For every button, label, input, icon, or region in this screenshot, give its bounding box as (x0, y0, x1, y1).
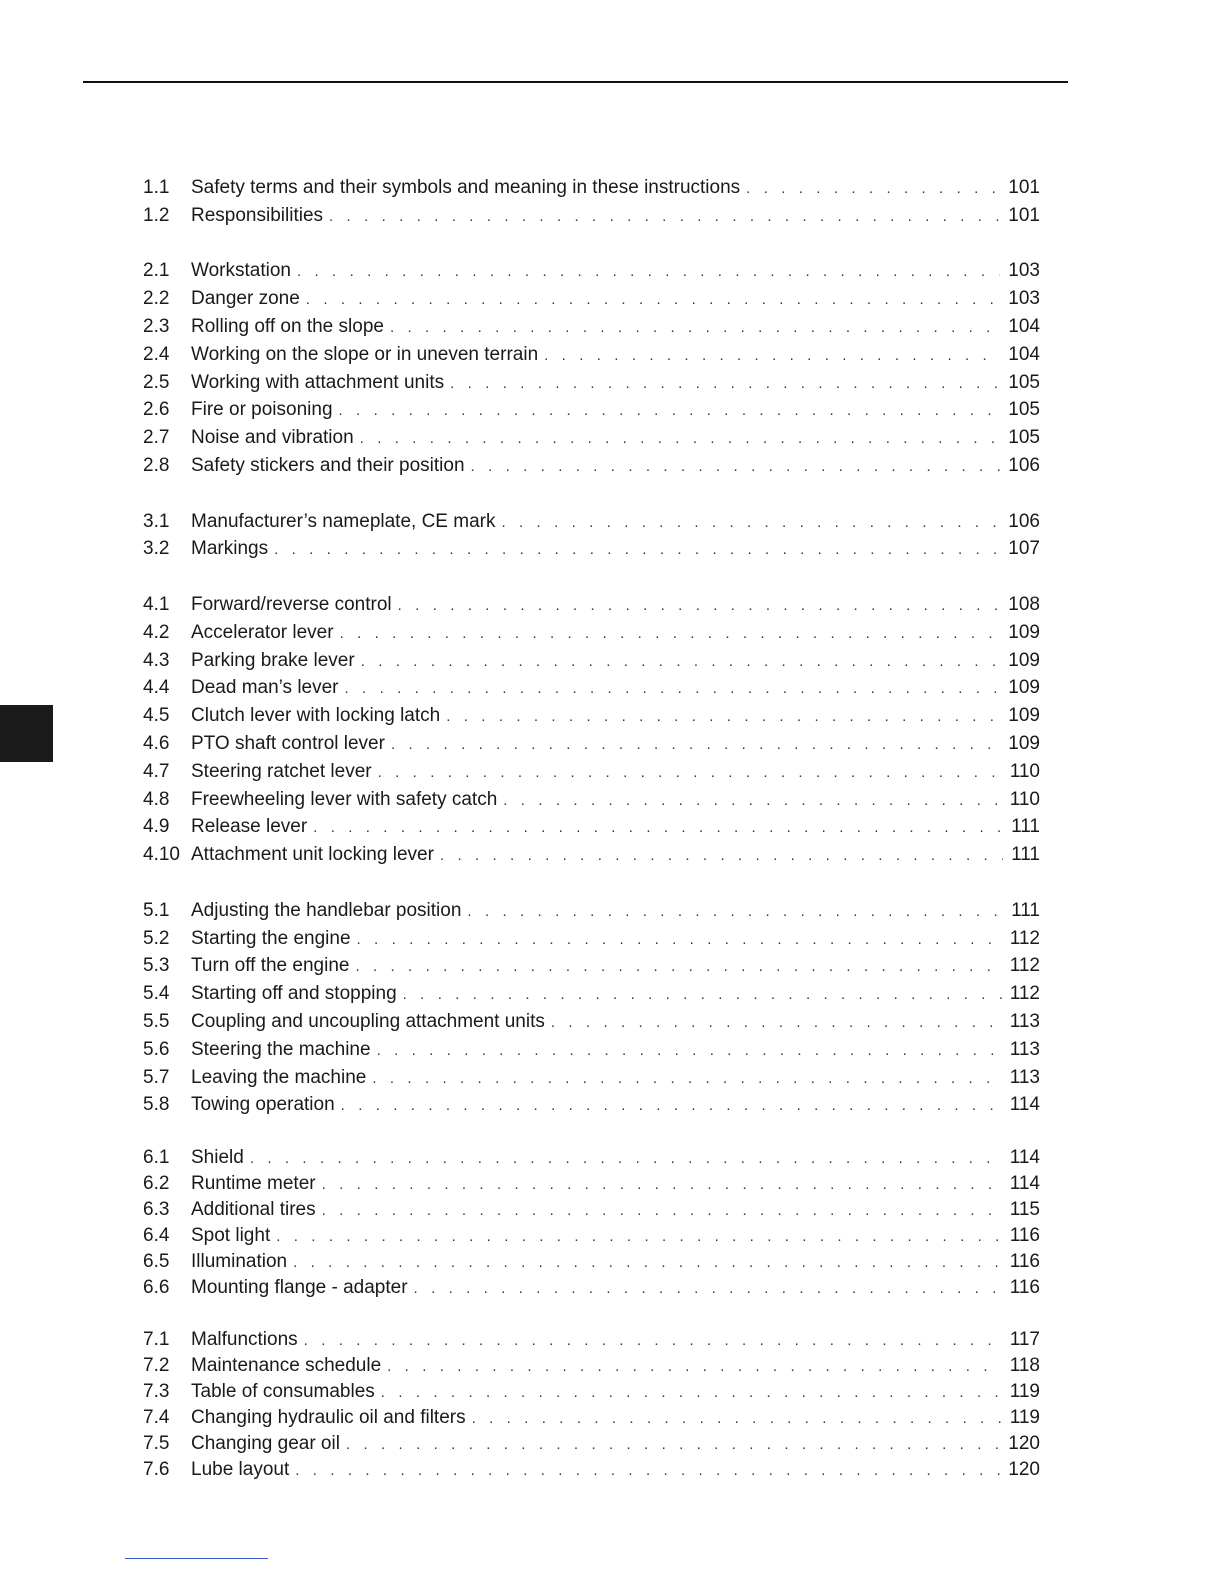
toc-entry-page: 110 (1009, 788, 1040, 810)
toc-entry-page: 108 (1008, 593, 1040, 615)
toc-entry[interactable] (143, 1405, 1040, 1431)
toc-entry-title: Safety terms and their symbols and meaning in these instructions (191, 177, 741, 198)
toc-entry-number: 2.4 (143, 343, 170, 365)
toc-dot-leader (293, 1250, 1002, 1276)
toc-entry-number: 4.10 (143, 844, 180, 866)
toc-entry-title: Illumination (191, 1251, 288, 1273)
toc-entry[interactable] (143, 980, 1040, 1008)
toc-entry-number: 6.3 (143, 1199, 170, 1221)
toc-dot-leader (355, 953, 1001, 981)
toc-entry-title: Malfunctions (191, 1329, 298, 1351)
toc-entry[interactable] (143, 1431, 1040, 1457)
toc-entry-number: 4.9 (143, 816, 170, 838)
toc-entry-title: Parking brake lever (191, 649, 355, 671)
toc-dot-leader (306, 286, 1001, 314)
toc-entry[interactable] (143, 674, 1040, 702)
toc-entry[interactable] (143, 786, 1040, 814)
toc-dot-leader (346, 1432, 1000, 1458)
toc-entry-page: 112 (1009, 927, 1040, 949)
toc-dot-leader (372, 1065, 1001, 1093)
toc-entry-number: 4.7 (143, 760, 170, 782)
toc-dot-leader (544, 342, 1000, 370)
toc-section (143, 1327, 1040, 1483)
toc-entry[interactable] (143, 1379, 1040, 1405)
toc-entry-title: Noise and vibration (191, 427, 354, 449)
toc-entry-page: 120 (1008, 1459, 1040, 1481)
toc-entry[interactable] (143, 535, 1040, 563)
toc-dot-leader (322, 1198, 1002, 1224)
toc-entry[interactable] (143, 758, 1040, 786)
toc-dot-leader (340, 620, 1001, 648)
toc-entry-page: 113 (1009, 1038, 1040, 1060)
toc-entry-number: 1.2 (143, 204, 170, 226)
toc-entry-number: 7.1 (143, 1329, 170, 1351)
chapter-tab-marker (0, 705, 53, 762)
toc-dot-leader (341, 1092, 1002, 1120)
toc-entry[interactable] (143, 591, 1040, 619)
toc-entry[interactable] (143, 1197, 1040, 1223)
toc-entry-title: Towing operation (191, 1094, 335, 1116)
toc-entry-number: 2.8 (143, 454, 170, 476)
toc-entry-title: Additional tires (191, 1199, 316, 1221)
toc-entry-page: 117 (1009, 1329, 1040, 1351)
toc-section (143, 257, 1040, 479)
toc-entry-title: Lube layout (191, 1459, 290, 1481)
toc-dot-leader (414, 1276, 1002, 1302)
toc-entry-title: Fire or poisoning (191, 399, 333, 421)
toc-entry-title: Steering ratchet lever (191, 760, 372, 782)
toc-entry-page: 116 (1009, 1225, 1040, 1247)
toc-entry-page: 120 (1008, 1433, 1040, 1455)
table-of-contents (143, 174, 1040, 1483)
toc-dot-leader (361, 648, 1001, 676)
toc-entry[interactable] (143, 452, 1040, 480)
toc-entry-number: 5.2 (143, 927, 170, 949)
toc-entry-title: Danger zone (191, 288, 300, 310)
toc-entry[interactable] (143, 1091, 1040, 1119)
toc-entry-title: Shield (191, 1147, 244, 1169)
toc-entry-number: 4.1 (143, 593, 170, 615)
toc-entry[interactable] (143, 202, 1040, 230)
toc-dot-leader (345, 675, 1001, 703)
toc-dot-leader (446, 703, 1000, 731)
toc-dot-leader (440, 842, 1003, 870)
toc-entry-page: 104 (1008, 315, 1040, 337)
toc-entry-number: 5.6 (143, 1038, 170, 1060)
toc-dot-leader (387, 1354, 1002, 1380)
toc-entry-page: 114 (1009, 1094, 1040, 1116)
section-spacer (143, 1119, 1040, 1145)
toc-entry-title: Starting the engine (191, 927, 351, 949)
toc-entry-title: Spot light (191, 1225, 271, 1247)
toc-dot-leader (276, 1224, 1001, 1250)
toc-entry-title: Workstation (191, 260, 291, 282)
toc-entry-page: 109 (1008, 621, 1040, 643)
toc-entry-title: Mounting flange - adapter (191, 1277, 408, 1299)
toc-entry-page: 111 (1011, 816, 1040, 838)
toc-entry-title: Dead man’s lever (191, 677, 339, 699)
toc-entry-page: 116 (1009, 1251, 1040, 1273)
toc-entry[interactable] (143, 1457, 1040, 1483)
toc-entry-page: 111 (1011, 844, 1040, 866)
toc-entry-page: 112 (1009, 955, 1040, 977)
toc-entry-number: 7.4 (143, 1407, 170, 1429)
toc-entry-title: Safety stickers and their position (191, 454, 465, 476)
toc-dot-leader (450, 370, 1000, 398)
toc-dot-leader (398, 592, 1001, 620)
toc-entry[interactable] (143, 174, 1040, 202)
toc-entry-title: Working with attachment units (191, 371, 445, 393)
toc-dot-leader (274, 536, 1000, 564)
toc-entry-title: Starting off and stopping (191, 983, 397, 1005)
toc-entry[interactable] (143, 1064, 1040, 1092)
toc-entry[interactable] (143, 313, 1040, 341)
toc-entry-number: 5.7 (143, 1066, 170, 1088)
toc-dot-leader (297, 258, 1000, 286)
toc-entry[interactable] (143, 1327, 1040, 1353)
toc-entry-page: 110 (1009, 760, 1040, 782)
toc-entry[interactable] (143, 925, 1040, 953)
toc-dot-leader (360, 425, 1001, 453)
toc-section (143, 1145, 1040, 1301)
section-spacer (143, 563, 1040, 591)
toc-entry[interactable] (143, 369, 1040, 397)
toc-entry-title: Forward/reverse control (191, 593, 392, 615)
toc-entry-number: 6.2 (143, 1173, 170, 1195)
toc-entry-number: 7.2 (143, 1355, 170, 1377)
toc-entry-page: 105 (1008, 427, 1040, 449)
toc-entry-number: 5.1 (143, 899, 170, 921)
toc-entry-title: Runtime meter (191, 1173, 316, 1195)
toc-entry-page: 103 (1008, 260, 1040, 282)
toc-section (143, 174, 1040, 230)
toc-section (143, 508, 1040, 564)
toc-dot-leader (378, 759, 1002, 787)
toc-entry-page: 118 (1009, 1355, 1040, 1377)
toc-entry[interactable] (143, 1171, 1040, 1197)
footer-link-underline (125, 1558, 268, 1559)
toc-entry-number: 4.5 (143, 705, 170, 727)
toc-entry-page: 114 (1009, 1173, 1040, 1195)
toc-entry-number: 2.3 (143, 315, 170, 337)
toc-entry[interactable] (143, 952, 1040, 980)
toc-dot-leader (403, 981, 1002, 1009)
toc-entry[interactable] (143, 813, 1040, 841)
toc-entry-title: Coupling and uncoupling attachment units (191, 1010, 545, 1032)
toc-dot-leader (250, 1146, 1002, 1172)
toc-dot-leader (304, 1328, 1002, 1354)
toc-dot-leader (467, 898, 1003, 926)
toc-dot-leader (501, 509, 1000, 537)
toc-entry-title: Freewheeling lever with safety catch (191, 788, 498, 810)
toc-entry-page: 105 (1008, 399, 1040, 421)
toc-entry-title: Turn off the engine (191, 955, 350, 977)
toc-entry-title: Steering the machine (191, 1038, 371, 1060)
toc-dot-leader (551, 1009, 1002, 1037)
toc-entry[interactable] (143, 508, 1040, 536)
toc-entry-page: 111 (1011, 899, 1040, 921)
toc-entry-page: 109 (1008, 677, 1040, 699)
toc-entry-number: 4.8 (143, 788, 170, 810)
toc-entry[interactable] (143, 730, 1040, 758)
toc-entry-title: Manufacturer’s nameplate, CE mark (191, 510, 496, 532)
toc-entry-page: 119 (1009, 1407, 1040, 1429)
toc-entry-number: 2.7 (143, 427, 170, 449)
toc-entry-title: Leaving the machine (191, 1066, 367, 1088)
toc-entry[interactable] (143, 897, 1040, 925)
toc-entry-number: 2.1 (143, 260, 170, 282)
toc-entry[interactable] (143, 1008, 1040, 1036)
toc-entry-title: Table of consumables (191, 1381, 375, 1403)
toc-entry-title: Rolling off on the slope (191, 315, 384, 337)
toc-dot-leader (503, 787, 1001, 815)
toc-entry-number: 2.6 (143, 399, 170, 421)
toc-entry-number: 6.6 (143, 1277, 170, 1299)
toc-entry[interactable] (143, 619, 1040, 647)
toc-entry-number: 5.8 (143, 1094, 170, 1116)
toc-entry-title: Markings (191, 538, 269, 560)
toc-dot-leader (746, 175, 1000, 203)
toc-dot-leader (357, 926, 1002, 954)
toc-entry-number: 3.1 (143, 510, 170, 532)
toc-entry-page: 105 (1008, 371, 1040, 393)
toc-entry[interactable] (143, 285, 1040, 313)
toc-entry-page: 101 (1008, 204, 1040, 226)
toc-entry-page: 115 (1009, 1199, 1040, 1221)
toc-dot-leader (391, 731, 1000, 759)
toc-entry[interactable] (143, 1249, 1040, 1275)
toc-entry[interactable] (143, 1223, 1040, 1249)
toc-entry-number: 4.4 (143, 677, 170, 699)
toc-dot-leader (313, 814, 1003, 842)
toc-section (143, 897, 1040, 1119)
toc-entry[interactable] (143, 341, 1040, 369)
toc-entry-number: 7.5 (143, 1433, 170, 1455)
toc-entry-number: 2.2 (143, 288, 170, 310)
toc-entry-page: 109 (1008, 649, 1040, 671)
toc-entry-number: 6.4 (143, 1225, 170, 1247)
toc-entry-number: 5.5 (143, 1010, 170, 1032)
toc-entry-title: Maintenance schedule (191, 1355, 382, 1377)
toc-dot-leader (381, 1380, 1002, 1406)
toc-dot-leader (322, 1172, 1002, 1198)
toc-entry-number: 6.5 (143, 1251, 170, 1273)
toc-entry-title: Adjusting the handlebar position (191, 899, 462, 921)
toc-entry-number: 4.3 (143, 649, 170, 671)
toc-entry[interactable] (143, 841, 1040, 869)
toc-entry-number: 4.2 (143, 621, 170, 643)
toc-entry-number: 7.3 (143, 1381, 170, 1403)
toc-entry-title: Changing gear oil (191, 1433, 340, 1455)
toc-entry-title: Responsibilities (191, 204, 324, 226)
toc-dot-leader (471, 453, 1001, 481)
header-rule (83, 81, 1068, 83)
toc-entry[interactable] (143, 1036, 1040, 1064)
toc-section (143, 591, 1040, 869)
toc-entry[interactable] (143, 702, 1040, 730)
toc-entry-number: 7.6 (143, 1459, 170, 1481)
toc-entry-title: Release lever (191, 816, 308, 838)
section-spacer (143, 1301, 1040, 1327)
toc-entry-number: 5.3 (143, 955, 170, 977)
toc-entry-title: Accelerator lever (191, 621, 334, 643)
toc-entry-title: Clutch lever with locking latch (191, 705, 441, 727)
toc-entry-page: 106 (1008, 510, 1040, 532)
toc-entry-title: Attachment unit locking lever (191, 844, 434, 866)
section-spacer (143, 480, 1040, 508)
toc-entry[interactable] (143, 257, 1040, 285)
toc-entry[interactable] (143, 424, 1040, 452)
section-spacer (143, 869, 1040, 897)
toc-entry-title: PTO shaft control lever (191, 732, 385, 754)
toc-entry-page: 103 (1008, 288, 1040, 310)
toc-entry-page: 116 (1009, 1277, 1040, 1299)
toc-entry-number: 6.1 (143, 1147, 170, 1169)
toc-dot-leader (295, 1458, 1000, 1484)
toc-entry[interactable] (143, 396, 1040, 424)
toc-dot-leader (472, 1406, 1002, 1432)
toc-entry-page: 113 (1009, 1066, 1040, 1088)
toc-entry-number: 3.2 (143, 538, 170, 560)
toc-entry-page: 107 (1008, 538, 1040, 560)
toc-dot-leader (377, 1037, 1002, 1065)
toc-dot-leader (329, 203, 1000, 231)
toc-entry-title: Changing hydraulic oil and filters (191, 1407, 466, 1429)
section-spacer (143, 230, 1040, 258)
toc-entry-page: 112 (1009, 983, 1040, 1005)
toc-entry-page: 106 (1008, 454, 1040, 476)
toc-entry[interactable] (143, 647, 1040, 675)
toc-entry-page: 109 (1008, 705, 1040, 727)
toc-entry-page: 114 (1009, 1147, 1040, 1169)
toc-entry-page: 101 (1008, 177, 1040, 198)
toc-entry-page: 119 (1009, 1381, 1040, 1403)
toc-entry[interactable] (143, 1275, 1040, 1301)
toc-entry-number: 2.5 (143, 371, 170, 393)
toc-entry-page: 113 (1009, 1010, 1040, 1032)
toc-entry-page: 109 (1008, 732, 1040, 754)
toc-entry[interactable] (143, 1145, 1040, 1171)
toc-entry-number: 1.1 (143, 177, 170, 198)
toc-entry-number: 4.6 (143, 732, 170, 754)
toc-entry-title: Working on the slope or in uneven terrain (191, 343, 539, 365)
toc-dot-leader (390, 314, 1000, 342)
toc-entry-number: 5.4 (143, 983, 170, 1005)
toc-entry[interactable] (143, 1353, 1040, 1379)
toc-dot-leader (339, 397, 1001, 425)
toc-entry-page: 104 (1008, 343, 1040, 365)
